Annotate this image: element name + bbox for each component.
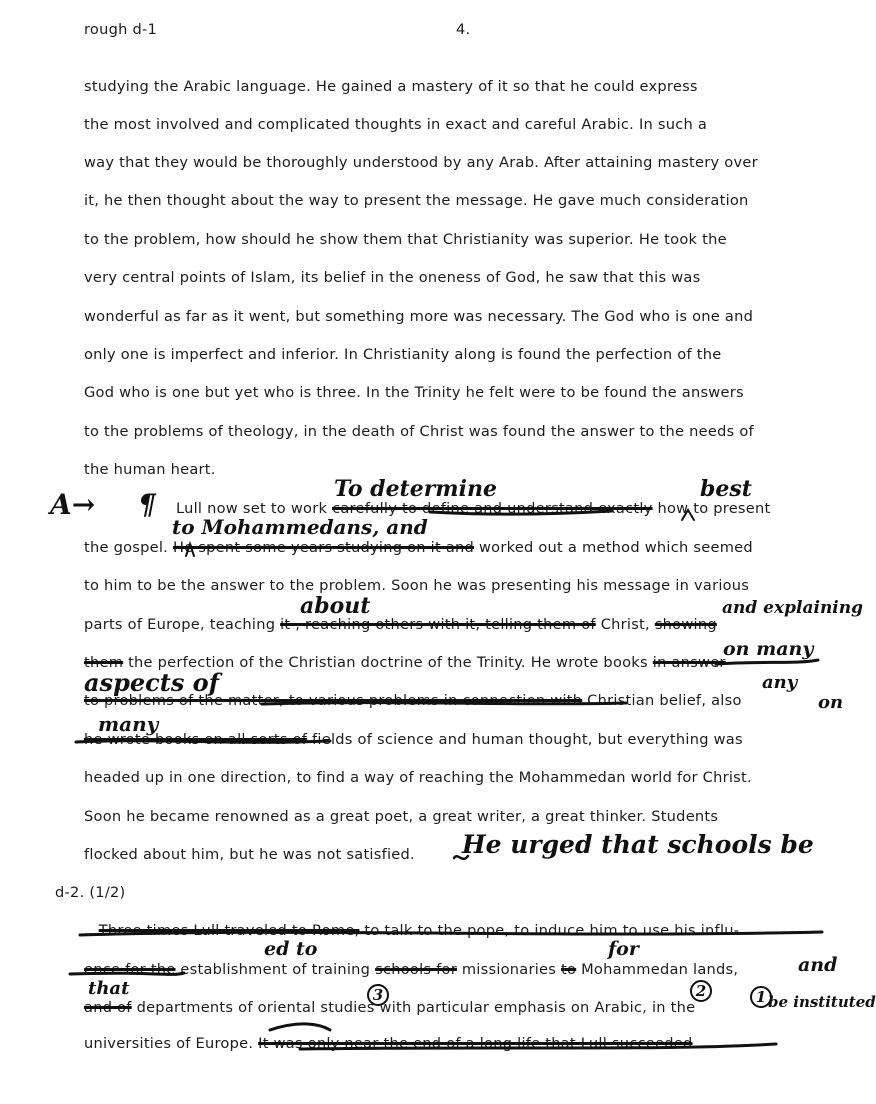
struck-text: he wrote books on all sorts of [84,731,308,748]
circled-number-1: 1 [750,986,772,1008]
draft-label: rough d-1 [84,21,158,38]
circled-number-3: 3 [367,984,389,1006]
handwritten-and-explaining: and explaining [722,598,864,618]
text-line: the most involved and complicated thoughts in exact and careful Arabic. In such a [84,116,708,133]
struck-text: showing [654,616,717,633]
struck-text: He spent some years studying on it and [172,539,475,556]
text-line: headed up in one direction, to find a way of reaching the Mohammedan world for Christ. [84,769,752,786]
text-line: the human heart. [84,461,216,478]
text-run: how [657,500,689,517]
handwritten-on-many: on many [723,638,814,660]
handwritten-that: that [88,978,130,999]
handwritten-aspects-of: aspects of [84,668,220,697]
handwritten-many: many [98,712,159,736]
text-line: Soon he became renowned as a great poet, a great writer, a great thinker. Students [84,808,719,825]
insert-mark [454,856,468,859]
struck-text: them [84,654,124,671]
strike-stroke [300,1044,776,1049]
text-run: establishment of training [180,961,371,978]
text-run: to talk to the pope, to induce him to use his influ- [364,922,740,939]
strike-stroke [70,973,184,974]
handwritten-best: best [700,476,752,502]
handwritten-any: any [762,672,798,693]
text-run: Christian belief, [587,692,707,709]
strike-stroke [430,511,612,514]
struck-text: it , reaching others with it, telling them of [280,616,596,633]
strike-stroke [76,741,330,743]
struck-text: Three times Lull traveled to Rome, [98,922,360,939]
margin-insert-mark: A→ [50,488,96,521]
text-run: Lull now set to work [176,500,328,517]
text-run: Christ, [600,616,650,633]
text-run: parts of Europe, teaching [84,616,276,633]
text-run: ... [84,922,99,939]
text-line: wonderful as far as it went, but something more was necessary. The God who is one and [84,308,754,325]
struck-text: carefully to define and understand exactly [332,500,653,517]
section-label: d-2. (1/2) [55,884,126,901]
handwritten-ed-to: ed to [264,938,318,960]
strike-stroke [262,703,626,704]
struck-text: to [561,961,577,978]
handwritten-about: about [300,593,371,619]
text-line: it, he then thought about the way to present the message. He gave much consideration [84,192,749,209]
handwritten-to-determine: To determine [334,476,497,502]
text-run: worked out a method which seemed [478,539,753,556]
text-line: to the problem, how should he show them that Christianity was superior. He took the [84,231,727,248]
caret-mark [682,510,694,520]
text-line: only one is imperfect and inferior. In Christianity along is found the perfection of the [84,346,722,363]
text-run: Mohammedan lands, [581,961,739,978]
text-line: God who is one but yet who is three. In the Trinity he felt were to be found the answers [84,384,744,401]
struck-text: schools for [375,961,457,978]
text-run: universities of Europe. [84,1035,254,1052]
text-line: way that they would be thoroughly understood by any Arab. After attaining mastery over [84,154,758,171]
text-line: flocked about him, but he was not satisfied. [84,846,415,863]
struck-text: in answer [652,654,726,671]
bracket-mark [270,1024,330,1030]
text-run: to present [693,500,771,517]
strike-stroke [80,932,822,935]
text-run: departments of oriental studies with particular emphasis on Arabic, in the [136,999,696,1016]
handwritten-be-instituted: be instituted [768,993,876,1011]
struck-text: It was only near the end of a long life that Lull succeeded [258,1035,693,1052]
page-number: 4. [456,21,471,38]
struck-text: and of [84,999,132,1016]
text-line: to him to be the answer to the problem. Soon he was presenting his message in various [84,577,750,594]
struck-text: ence for the [84,961,176,978]
struck-text: to problems of the matter, to various problems in connection with [84,692,583,709]
handwritten-he-urged: He urged that schools be [462,830,814,859]
caret-mark [186,544,194,556]
strike-stroke [716,660,818,664]
paragraph-mark: ¶ [138,488,156,521]
handwritten-for: for [608,938,639,960]
text-run: the perfection of the Christian doctrine of the Trinity. He wrote books [128,654,648,671]
text-run: fields of science and human thought, but everything was [312,731,743,748]
circled-number-2: 2 [690,980,712,1002]
handwritten-on: on [818,692,844,713]
handwritten-to-mohammedans: to Mohammedans, and [172,515,428,539]
text-line: very central points of Islam, its belief in the oneness of God, he saw that this was [84,269,701,286]
text-line: studying the Arabic language. He gained a mastery of it so that he could express [84,78,698,95]
text-run: missionaries [461,961,557,978]
text-run: the gospel. [84,539,169,556]
text-line: to the problems of theology, in the death of Christ was found the answer to the needs of [84,423,754,440]
handwritten-and: and [798,954,838,976]
text-run: also [711,692,742,709]
